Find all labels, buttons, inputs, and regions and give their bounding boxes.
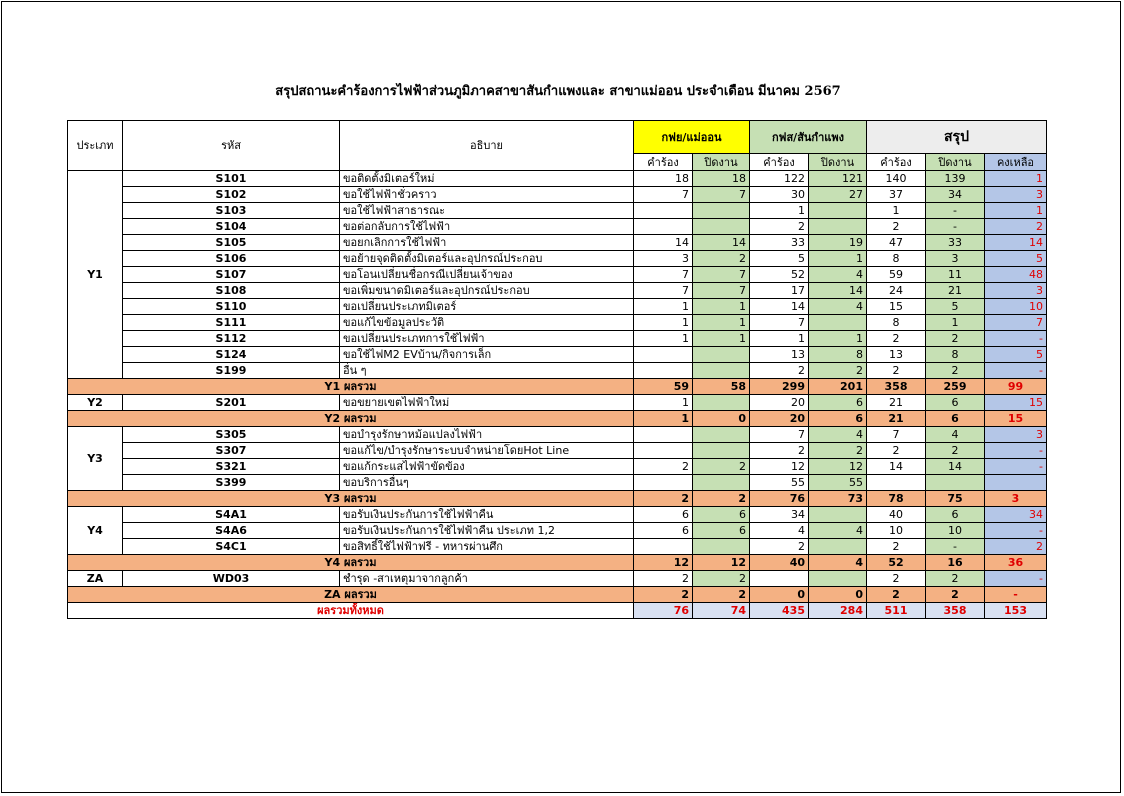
row-b-request: 17 [750,283,809,299]
row-code: S199 [123,363,340,379]
row-b-request: 14 [750,299,809,315]
header-type: ประเภท [68,121,123,171]
row-code: S124 [123,347,340,363]
row-s-remaining: - [985,443,1047,459]
row-desc: ขอเพิ่มขนาดมิเตอร์และอุปกรณ์ประกอบ [340,283,634,299]
subtotal-s-remaining: 36 [985,555,1047,571]
subtotal-s-remaining: 3 [985,491,1047,507]
row-s-request: 40 [867,507,926,523]
row-code: WD03 [123,571,340,587]
row-s-remaining: 34 [985,507,1047,523]
row-a-request: 6 [634,507,693,523]
subtotal-a-request: 59 [634,379,693,395]
row-s-request: 15 [867,299,926,315]
row-a-closed: 6 [693,507,750,523]
row-a-request [634,203,693,219]
table-row [68,347,1047,363]
row-a-closed [693,443,750,459]
table-row [68,315,1047,331]
summary-table [67,120,1047,619]
row-s-request: 8 [867,315,926,331]
subtotal-a-request: 2 [634,491,693,507]
subtotal-a-closed: 58 [693,379,750,395]
row-a-closed: 1 [693,331,750,347]
row-desc: ขอบำรุงรักษาหม้อแปลงไฟฟ้า [340,427,634,443]
subtotal-a-closed: 12 [693,555,750,571]
row-desc: ขอรับเงินประกันการใช้ไฟฟ้าคืน [340,507,634,523]
table-row [68,459,1047,475]
row-b-request: 13 [750,347,809,363]
row-s-request: 2 [867,539,926,555]
subtotal-b-request: 299 [750,379,809,395]
header-a-closed: ปิดงาน [693,154,750,171]
row-s-closed: - [926,203,985,219]
row-b-request: 7 [750,315,809,331]
row-b-request: 33 [750,235,809,251]
row-s-request: 8 [867,251,926,267]
grand-total-s-request: 511 [867,603,926,619]
subtotal-s-closed: 259 [926,379,985,395]
row-b-closed: 4 [809,299,867,315]
row-type: ZA [68,571,123,587]
row-b-request: 2 [750,363,809,379]
row-s-request: 47 [867,235,926,251]
row-a-request [634,363,693,379]
row-a-request: 1 [634,315,693,331]
header-s-remaining: คงเหลือ [985,154,1047,171]
row-s-request: 7 [867,427,926,443]
row-code: S108 [123,283,340,299]
row-s-remaining: 5 [985,347,1047,363]
row-s-closed: 2 [926,363,985,379]
row-b-request: 122 [750,171,809,187]
row-s-remaining: 1 [985,203,1047,219]
row-s-request: 2 [867,331,926,347]
subtotal-b-request: 20 [750,411,809,427]
row-b-request: 55 [750,475,809,491]
row-a-request: 1 [634,331,693,347]
row-b-request: 52 [750,267,809,283]
row-desc: ขอแก้ไข/บำรุงรักษาระบบจำหน่ายโดยHot Line [340,443,634,459]
row-desc: ขอเปลี่ยนประเภทการใช้ไฟฟ้า [340,331,634,347]
row-s-closed: 14 [926,459,985,475]
row-s-closed: 2 [926,443,985,459]
table-row [68,267,1047,283]
row-b-closed: 4 [809,267,867,283]
row-type: Y1 [68,171,123,379]
row-code: S305 [123,427,340,443]
row-b-closed: 27 [809,187,867,203]
row-s-request: 2 [867,363,926,379]
subtotal-s-closed: 6 [926,411,985,427]
header-row-1 [68,121,1047,154]
table-row [68,363,1047,379]
row-a-request: 2 [634,571,693,587]
row-code: S111 [123,315,340,331]
row-b-closed: 2 [809,363,867,379]
row-b-request [750,571,809,587]
row-code: S105 [123,235,340,251]
header-b-request: คำร้อง [750,154,809,171]
row-s-closed: 34 [926,187,985,203]
row-s-remaining: 3 [985,427,1047,443]
grand-total-b-request: 435 [750,603,809,619]
row-b-closed: 1 [809,331,867,347]
row-a-closed: 2 [693,251,750,267]
table-row [68,331,1047,347]
row-a-closed [693,347,750,363]
row-b-request: 20 [750,395,809,411]
header-desc: อธิบาย [340,121,634,171]
subtotal-s-closed: 16 [926,555,985,571]
row-a-request [634,443,693,459]
row-s-closed: - [926,539,985,555]
row-a-closed: 7 [693,187,750,203]
grand-total-row [68,603,1047,619]
table-row [68,283,1047,299]
row-s-closed: 5 [926,299,985,315]
row-desc: ขอย้ายจุดติดตั้งมิเตอร์และอุปกรณ์ประกอบ [340,251,634,267]
row-a-request: 14 [634,235,693,251]
row-a-closed: 2 [693,571,750,587]
table-row [68,395,1047,411]
row-s-closed: 21 [926,283,985,299]
header-b-closed: ปิดงาน [809,154,867,171]
row-desc: ชำรุด -สาเหตุมาจากลูกค้า [340,571,634,587]
table-row [68,251,1047,267]
row-a-closed: 6 [693,523,750,539]
row-a-request: 3 [634,251,693,267]
subtotal-b-closed: 0 [809,587,867,603]
row-b-closed [809,203,867,219]
header-group-summary: สรุป [867,121,1047,154]
row-s-remaining: 1 [985,171,1047,187]
row-s-remaining: 3 [985,283,1047,299]
subtotal-label: Y3 ผลรวม [68,491,634,507]
row-code: S103 [123,203,340,219]
row-s-closed: - [926,219,985,235]
header-group-sankamphaeng: กฟส/สันกำแพง [750,121,867,154]
row-s-remaining: 3 [985,187,1047,203]
row-b-request: 4 [750,523,809,539]
row-b-closed: 1 [809,251,867,267]
row-s-closed: 6 [926,507,985,523]
row-desc: ขอติดตั้งมิเตอร์ใหม่ [340,171,634,187]
subtotal-label: ZA ผลรวม [68,587,634,603]
row-a-request: 7 [634,267,693,283]
row-s-closed: 8 [926,347,985,363]
table-row [68,475,1047,491]
row-desc: ขอโอนเปลี่ยนชื่อกรณีเปลี่ยนเจ้าของ [340,267,634,283]
row-a-request: 18 [634,171,693,187]
row-s-remaining: - [985,459,1047,475]
row-b-closed [809,315,867,331]
row-a-request: 6 [634,523,693,539]
row-b-request: 30 [750,187,809,203]
table-row [68,187,1047,203]
row-s-request: 1 [867,203,926,219]
subtotal-s-request: 21 [867,411,926,427]
row-b-request: 1 [750,331,809,347]
subtotal-row [68,379,1047,395]
row-s-request: 13 [867,347,926,363]
row-s-remaining: 5 [985,251,1047,267]
table-row [68,171,1047,187]
table-row [68,523,1047,539]
grand-total-a-request: 76 [634,603,693,619]
row-a-closed: 7 [693,283,750,299]
row-b-closed: 12 [809,459,867,475]
row-a-closed [693,203,750,219]
subtotal-s-closed: 75 [926,491,985,507]
subtotal-a-closed: 2 [693,491,750,507]
row-s-request: 37 [867,187,926,203]
table-row [68,219,1047,235]
subtotal-s-remaining: 99 [985,379,1047,395]
row-code: S4C1 [123,539,340,555]
row-code: S399 [123,475,340,491]
row-s-remaining: - [985,523,1047,539]
row-type: Y2 [68,395,123,411]
report-title: สรุปสถานะคำร้องการไฟฟ้าส่วนภูมิภาคสาขาสันกำแพงและ สาขาแม่ออน ประจำเดือน มีนาคม 2567 [275,84,841,99]
row-desc: ขอขยายเขตไฟฟ้าใหม่ [340,395,634,411]
row-b-closed: 121 [809,171,867,187]
row-b-request: 2 [750,219,809,235]
row-code: S321 [123,459,340,475]
row-a-request [634,475,693,491]
subtotal-label: Y2 ผลรวม [68,411,634,427]
header-code: รหัส [123,121,340,171]
subtotal-b-closed: 201 [809,379,867,395]
subtotal-label: Y1 ผลรวม [68,379,634,395]
row-a-closed: 18 [693,171,750,187]
row-desc: ขอใช้ไฟฟ้าชั่วคราว [340,187,634,203]
subtotal-b-request: 40 [750,555,809,571]
grand-total-a-closed: 74 [693,603,750,619]
row-s-request: 24 [867,283,926,299]
row-s-remaining: 48 [985,267,1047,283]
row-desc: ขอแก้ไขข้อมูลประวัติ [340,315,634,331]
subtotal-s-closed: 2 [926,587,985,603]
row-a-request [634,347,693,363]
subtotal-s-remaining: 15 [985,411,1047,427]
row-a-closed [693,475,750,491]
row-a-closed [693,363,750,379]
subtotal-a-request: 2 [634,587,693,603]
row-b-closed: 4 [809,523,867,539]
grand-total-label: ผลรวมทั้งหมด [68,603,634,619]
row-code: S201 [123,395,340,411]
row-s-closed: 139 [926,171,985,187]
row-a-request: 7 [634,187,693,203]
subtotal-a-request: 12 [634,555,693,571]
row-b-closed [809,571,867,587]
subtotal-a-closed: 2 [693,587,750,603]
row-b-request: 34 [750,507,809,523]
subtotal-s-request: 52 [867,555,926,571]
row-s-remaining: 2 [985,219,1047,235]
row-b-closed [809,539,867,555]
row-code: S106 [123,251,340,267]
row-b-request: 1 [750,203,809,219]
row-code: S307 [123,443,340,459]
subtotal-row [68,555,1047,571]
row-s-closed: 2 [926,331,985,347]
row-code: S104 [123,219,340,235]
row-s-remaining [985,475,1047,491]
row-s-closed: 2 [926,571,985,587]
row-code: S101 [123,171,340,187]
row-b-closed [809,507,867,523]
row-a-request [634,427,693,443]
row-desc: ขอบริการอื่นๆ [340,475,634,491]
row-b-request: 2 [750,539,809,555]
row-a-request: 7 [634,283,693,299]
row-s-request: 140 [867,171,926,187]
subtotal-b-closed: 73 [809,491,867,507]
subtotal-label: Y4 ผลรวม [68,555,634,571]
row-s-request: 2 [867,571,926,587]
table-row [68,539,1047,555]
table-row [68,235,1047,251]
row-s-request: 14 [867,459,926,475]
row-s-closed: 33 [926,235,985,251]
row-b-closed: 8 [809,347,867,363]
row-s-closed: 1 [926,315,985,331]
row-s-request [867,475,926,491]
row-code: S110 [123,299,340,315]
row-a-closed [693,395,750,411]
row-s-request: 2 [867,443,926,459]
row-b-closed: 6 [809,395,867,411]
table-row [68,427,1047,443]
row-a-closed [693,539,750,555]
row-code: S102 [123,187,340,203]
subtotal-b-request: 0 [750,587,809,603]
row-code: S112 [123,331,340,347]
grand-total-s-remaining: 153 [985,603,1047,619]
row-a-closed [693,219,750,235]
row-desc: ขอรับเงินประกันการใช้ไฟฟ้าคืน ประเภท 1,2 [340,523,634,539]
row-s-remaining: - [985,331,1047,347]
row-s-closed [926,475,985,491]
row-b-closed: 2 [809,443,867,459]
table-row [68,299,1047,315]
row-s-request: 59 [867,267,926,283]
row-b-closed: 19 [809,235,867,251]
table-row [68,507,1047,523]
row-s-remaining: 2 [985,539,1047,555]
row-desc: ขอต่อกลับการใช้ไฟฟ้า [340,219,634,235]
row-b-request: 5 [750,251,809,267]
header-group-maeon: กฟย/แม่ออน [634,121,750,154]
row-s-request: 10 [867,523,926,539]
row-a-request: 2 [634,459,693,475]
subtotal-b-request: 76 [750,491,809,507]
row-code: S4A6 [123,523,340,539]
row-s-remaining: - [985,571,1047,587]
row-s-remaining: 7 [985,315,1047,331]
row-desc: ขอเปลี่ยนประเภทมิเตอร์ [340,299,634,315]
row-b-request: 7 [750,427,809,443]
row-s-request: 2 [867,219,926,235]
row-a-closed: 7 [693,267,750,283]
subtotal-row [68,411,1047,427]
row-a-request: 1 [634,299,693,315]
row-a-request [634,539,693,555]
subtotal-s-request: 78 [867,491,926,507]
row-a-closed: 1 [693,299,750,315]
row-s-closed: 11 [926,267,985,283]
row-s-remaining: 15 [985,395,1047,411]
row-type: Y3 [68,427,123,491]
row-desc: ขอสิทธิ์ใช้ไฟฟ้าฟรี - ทหารผ่านศึก [340,539,634,555]
row-a-request [634,219,693,235]
header-a-request: คำร้อง [634,154,693,171]
subtotal-s-remaining: - [985,587,1047,603]
row-desc: ขอใช้ไฟM2 EVบ้าน/กิจการเล็ก [340,347,634,363]
row-a-closed [693,427,750,443]
row-a-request: 1 [634,395,693,411]
table-row [68,443,1047,459]
row-code: S107 [123,267,340,283]
row-code: S4A1 [123,507,340,523]
row-b-closed: 4 [809,427,867,443]
subtotal-s-request: 358 [867,379,926,395]
table-body [68,171,1047,619]
row-a-closed: 2 [693,459,750,475]
subtotal-s-request: 2 [867,587,926,603]
row-s-remaining: - [985,363,1047,379]
subtotal-b-closed: 6 [809,411,867,427]
grand-total-b-closed: 284 [809,603,867,619]
row-s-closed: 3 [926,251,985,267]
header-s-closed: ปิดงาน [926,154,985,171]
row-s-closed: 4 [926,427,985,443]
grand-total-s-closed: 358 [926,603,985,619]
row-s-closed: 10 [926,523,985,539]
row-b-request: 2 [750,443,809,459]
row-s-remaining: 14 [985,235,1047,251]
subtotal-row [68,587,1047,603]
row-b-request: 12 [750,459,809,475]
subtotal-a-request: 1 [634,411,693,427]
header-s-request: คำร้อง [867,154,926,171]
subtotal-b-closed: 4 [809,555,867,571]
row-b-closed: 55 [809,475,867,491]
row-desc: ขอใช้ไฟฟ้าสาธารณะ [340,203,634,219]
row-b-closed: 14 [809,283,867,299]
row-s-remaining: 10 [985,299,1047,315]
table-row [68,203,1047,219]
subtotal-row [68,491,1047,507]
row-a-closed: 1 [693,315,750,331]
subtotal-a-closed: 0 [693,411,750,427]
row-desc: อื่น ๆ [340,363,634,379]
row-s-request: 21 [867,395,926,411]
table-row [68,571,1047,587]
row-desc: ขอยกเลิกการใช้ไฟฟ้า [340,235,634,251]
row-type: Y4 [68,507,123,555]
row-s-closed: 6 [926,395,985,411]
row-b-closed [809,219,867,235]
row-desc: ขอแก้กระแสไฟฟ้าขัดข้อง [340,459,634,475]
row-a-closed: 14 [693,235,750,251]
